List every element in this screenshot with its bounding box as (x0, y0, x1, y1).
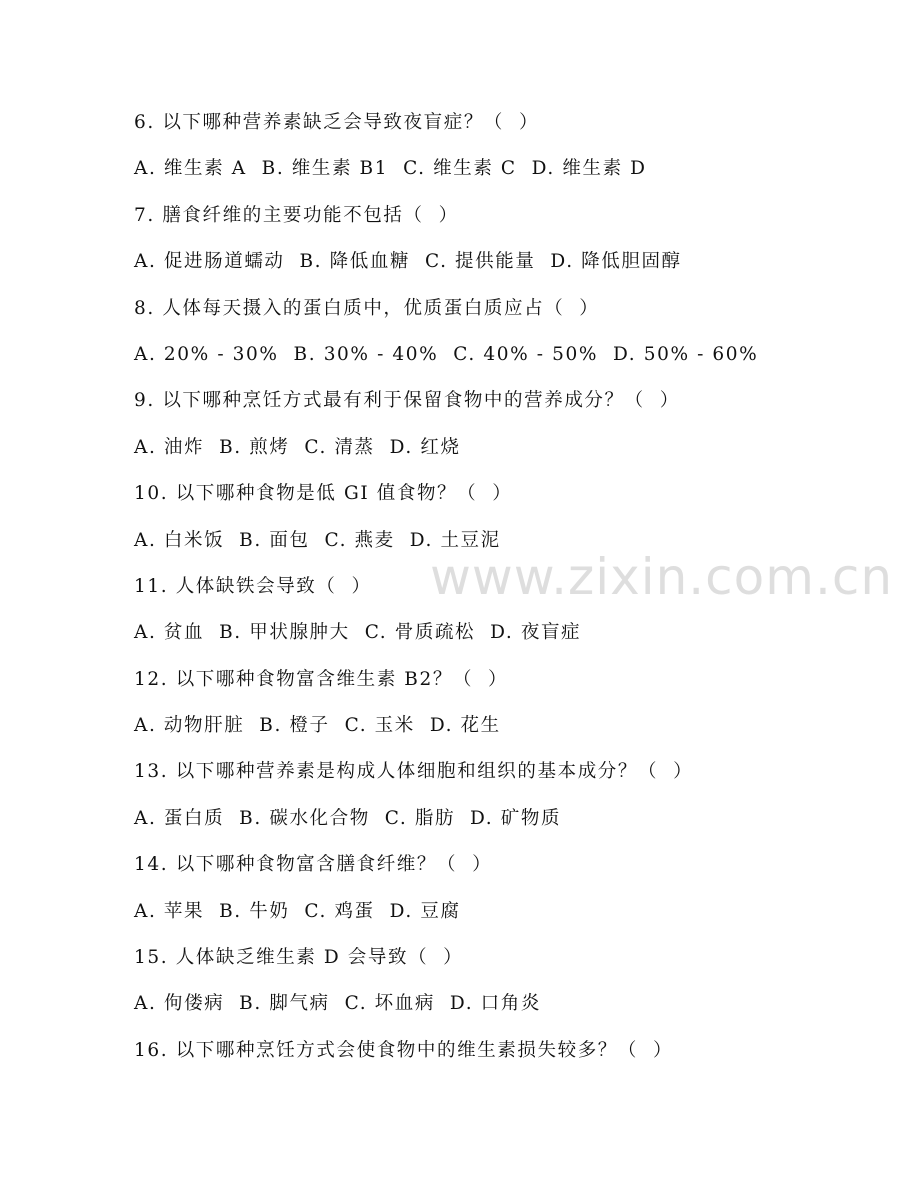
options-12: A. 动物肝脏 B. 橙子 C. 玉米 D. 花生 (134, 715, 501, 737)
question-12: 12. 以下哪种食物富含维生素 B2？（ ） (134, 668, 509, 690)
question-8: 8. 人体每天摄入的蛋白质中，优质蛋白质应占（ ） (134, 297, 600, 319)
options-6: A. 维生素 A B. 维生素 B1 C. 维生素 C D. 维生素 D (134, 158, 647, 180)
question-11: 11. 人体缺铁会导致（ ） (134, 575, 372, 597)
question-14: 14. 以下哪种食物富含膳食纤维？（ ） (134, 854, 493, 876)
question-9: 9. 以下哪种烹饪方式最有利于保留食物中的营养成分？（ ） (134, 390, 680, 412)
question-7: 7. 膳食纤维的主要功能不包括（ ） (134, 204, 459, 226)
question-13: 13. 以下哪种营养素是构成人体细胞和组织的基本成分？（ ） (134, 761, 694, 783)
options-13: A. 蛋白质 B. 碳水化合物 C. 脂肪 D. 矿物质 (134, 807, 562, 829)
question-10: 10. 以下哪种食物是低 GI 值食物？（ ） (134, 483, 513, 505)
options-10: A. 白米饭 B. 面包 C. 燕麦 D. 土豆泥 (134, 529, 501, 551)
question-6: 6. 以下哪种营养素缺乏会导致夜盲症？（ ） (134, 112, 540, 133)
options-9: A. 油炸 B. 煎烤 C. 清蒸 D. 红烧 (134, 436, 461, 458)
options-11: A. 贫血 B. 甲状腺肿大 C. 骨质疏松 D. 夜盲症 (134, 622, 582, 644)
options-14: A. 苹果 B. 牛奶 C. 鸡蛋 D. 豆腐 (134, 900, 461, 922)
question-16: 16. 以下哪种烹饪方式会使食物中的维生素损失较多？（ ） (134, 1039, 674, 1061)
options-15: A. 佝偻病 B. 脚气病 C. 坏血病 D. 口角炎 (134, 993, 541, 1015)
watermark: www.zixin.com.cn (430, 548, 894, 606)
options-8: A. 20% - 30% B. 30% - 40% C. 40% - 50% D. 50% - 60% (134, 343, 759, 365)
options-7: A. 促进肠道蠕动 B. 降低血糖 C. 提供能量 D. 降低胆固醇 (134, 251, 682, 273)
question-15: 15. 人体缺乏维生素 D 会导致（ ） (134, 947, 464, 969)
